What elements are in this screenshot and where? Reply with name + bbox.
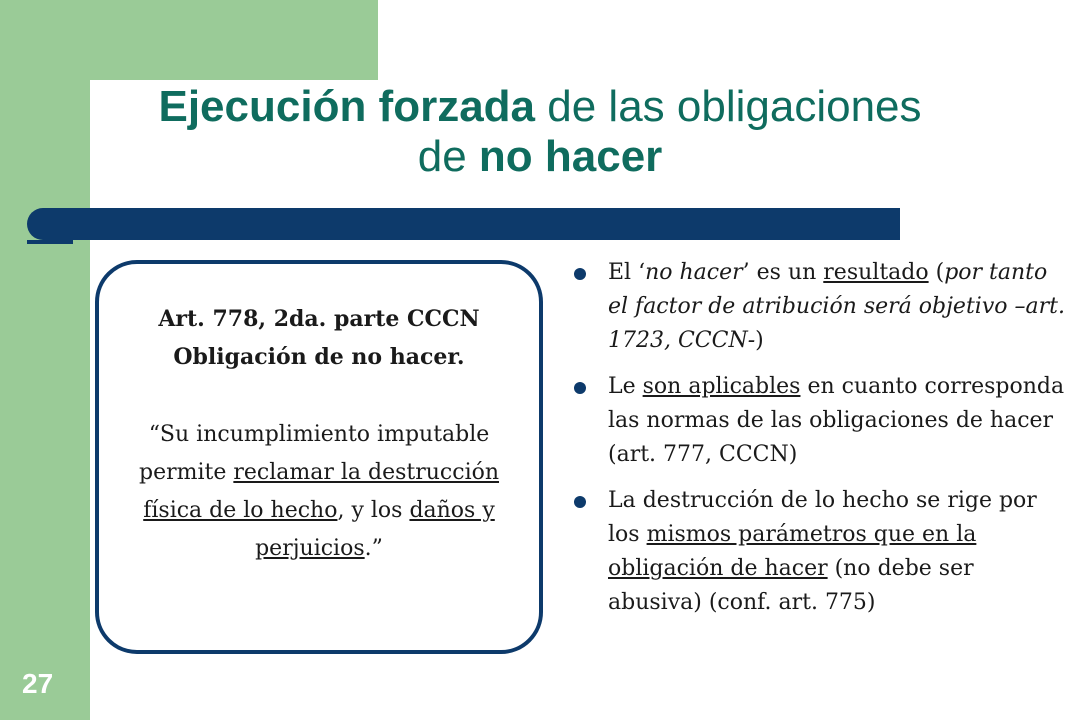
bullet-item: [572, 256, 1072, 358]
title-line-1: [100, 82, 980, 132]
slide-number: 27: [22, 668, 54, 699]
left-green-band: [0, 0, 90, 720]
title-line-2: [100, 132, 980, 182]
article-heading-line-1: Art. 778, 2da. parte CCCN: [158, 306, 480, 332]
bullet-item: [572, 370, 1072, 472]
bullet-text: El ‘: [608, 260, 646, 285]
bullet-dot-icon: [574, 268, 586, 280]
bullet-italic: no hacer: [645, 260, 743, 285]
title-bold-1: Ejecución forzada: [158, 82, 536, 131]
divider-bar-tab: [27, 240, 73, 244]
quote-underlined-1: reclamar la destrucción física de lo hecho: [143, 460, 500, 523]
bullet-list: [572, 256, 1072, 632]
bullet-text: Le: [608, 374, 643, 399]
slide-title: [100, 82, 980, 182]
title-normal-2: de: [417, 132, 479, 181]
bullet-underlined: mismos parámetros que en la obligación de hacer: [608, 522, 977, 581]
title-bold-2: no hacer: [478, 132, 663, 181]
bullet-underlined: resultado: [823, 260, 929, 285]
article-heading: [99, 300, 539, 376]
article-heading-line-2: Obligación de no hacer.: [173, 344, 465, 370]
bullet-text: ): [755, 328, 764, 353]
bullet-text: (no debe ser abusiva) (conf. art. 775): [608, 556, 974, 615]
bullet-dot-icon: [574, 496, 586, 508]
quote-text-3: .”: [364, 536, 383, 561]
bullet-item: [572, 484, 1072, 620]
top-green-band: [0, 0, 378, 80]
quote-text-2: , y los: [337, 498, 410, 523]
article-quote: [99, 416, 539, 568]
article-quote-box: [95, 260, 543, 654]
bullet-text: (: [928, 260, 945, 285]
bullet-text: ’ es un: [742, 260, 824, 285]
title-normal-1: de las obligaciones: [535, 82, 922, 131]
bullet-underlined: son aplicables: [642, 374, 801, 399]
bullet-italic: por tanto el factor de atribución será objetivo –art. 1723, CCCN-: [608, 260, 1065, 353]
bullet-text: La destrucción de lo hecho se rige por los: [608, 488, 1037, 547]
bullet-text: en cuanto corresponda las normas de las obligaciones de hacer (art. 777, CCCN): [608, 374, 1065, 467]
quote-underlined-2: daños y perjuicios: [255, 498, 495, 561]
bullet-dot-icon: [574, 382, 586, 394]
quote-text-1: “Su incumplimiento imputable permite: [138, 422, 490, 485]
title-divider-bar: [27, 208, 900, 240]
